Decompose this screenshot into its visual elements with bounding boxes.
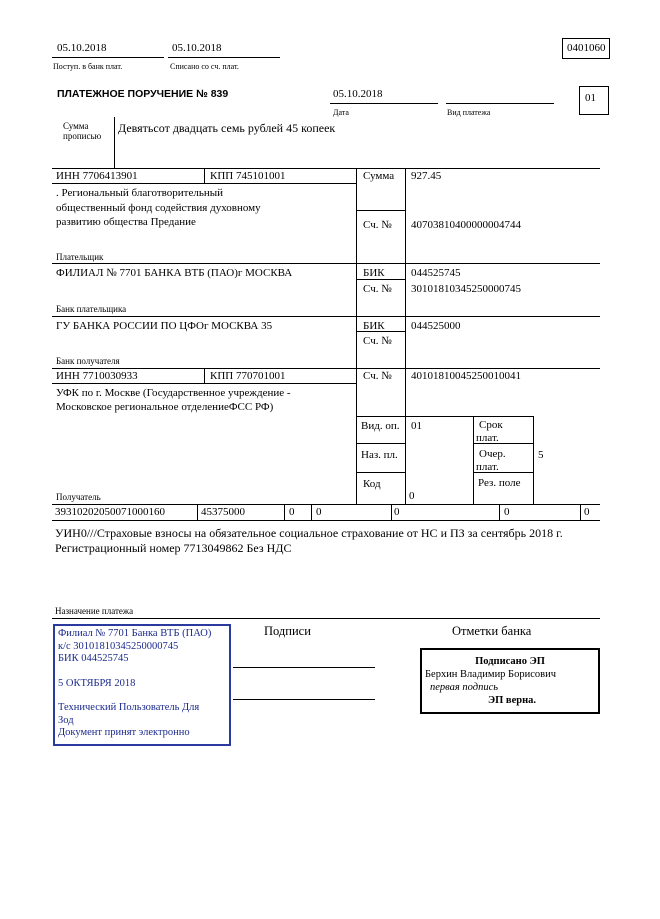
- reserve-label: Рез. поле: [478, 477, 521, 489]
- op-type-label: Вид. оп.: [361, 420, 400, 432]
- payer-sum-value: 927.45: [411, 170, 442, 182]
- signatures-label: Подписи: [264, 624, 311, 638]
- stamp-corr-account: к/с 30101810345250000745: [58, 640, 179, 652]
- debited-caption: Списано со сч. плат.: [170, 62, 239, 71]
- esign-box: [420, 648, 600, 714]
- purpose-line2: Регистрационный номер 7713049862 Без НДС: [55, 541, 292, 555]
- purpose-line1: УИН0///Страховые взносы на обязательное социальное страхование от НС и ПЗ за сентябрь 2018 г.: [55, 526, 563, 540]
- payer-account: 40703810400000004744: [411, 219, 521, 231]
- stamp-date: 5 ОКТЯБРЯ 2018: [58, 677, 136, 689]
- payer-kpp: КПП 745101001: [210, 170, 286, 182]
- payer-bank-label: Банк плательщика: [56, 304, 127, 314]
- payee-bank-name: ГУ БАНКА РОССИИ ПО ЦФОг МОСКВА 35: [56, 320, 273, 332]
- tax-field-type: 0: [584, 506, 590, 518]
- esign-role: первая подпись: [430, 682, 499, 693]
- tax-field-oktmo: 45375000: [201, 506, 245, 518]
- payer-name-line1: . Региональный благотворительный: [56, 187, 223, 199]
- payer-label: Плательщик: [56, 252, 104, 262]
- payer-bank-corr-label: Сч. №: [363, 283, 392, 295]
- payer-bank-bik: 044525745: [411, 267, 461, 279]
- payee-kpp: КПП 770701001: [210, 370, 286, 382]
- esign-verified: ЭП верна.: [488, 695, 537, 706]
- purpose-label: Наз. пл.: [361, 449, 398, 461]
- stamp-bik: БИК 044525745: [58, 653, 129, 664]
- code-label: Код: [363, 478, 381, 490]
- payee-label: Получатель: [56, 492, 101, 502]
- tax-field-kbk: 39310202050071000160: [55, 506, 165, 518]
- payee-bank-label: Банк получателя: [56, 356, 120, 366]
- payment-type-caption: Вид платежа: [447, 108, 491, 117]
- payee-account: 40101810045250010041: [411, 370, 521, 382]
- date-caption: Дата: [333, 108, 349, 117]
- term-label-1: Срок: [479, 419, 503, 431]
- payer-name-line2: общественный фонд содействия духовному: [56, 202, 261, 214]
- payee-bank-bik: 044525000: [411, 320, 461, 332]
- esign-name: Берхин Владимир Борисович: [425, 669, 556, 680]
- form-code: 0401060: [562, 38, 610, 59]
- payee-bank-bik-label: БИК: [363, 320, 385, 332]
- payer-bank-bik-label: БИК: [363, 267, 385, 279]
- payee-name-line1: УФК по г. Москве (Государственное учреждение -: [56, 387, 291, 399]
- stamp-user-line2: Зод: [58, 714, 74, 726]
- status-code: 01: [579, 86, 609, 115]
- payer-inn: ИНН 7706413901: [56, 170, 138, 182]
- priority-value: 5: [538, 449, 544, 461]
- op-type-value: 01: [411, 420, 422, 432]
- document-date: 05.10.2018: [333, 88, 383, 100]
- bank-stamp: [53, 624, 231, 746]
- payer-bank-name: ФИЛИАЛ № 7701 БАНКА ВТБ (ПАО)г МОСКВА: [56, 267, 293, 279]
- payee-inn: ИНН 7710030933: [56, 370, 138, 382]
- payee-bank-corr-label: Сч. №: [363, 335, 392, 347]
- tax-field-period: 0: [316, 506, 322, 518]
- tax-field-doc-number: 0: [394, 506, 400, 518]
- received-date: 05.10.2018: [57, 42, 107, 54]
- received-caption: Поступ. в банк плат.: [53, 62, 123, 71]
- stamp-bank-name: Филиал № 7701 Банка ВТБ (ПАО): [58, 628, 212, 639]
- tax-field-basis: 0: [289, 506, 295, 518]
- term-label-2: плат.: [476, 432, 499, 444]
- esign-title: Подписано ЭП: [475, 656, 545, 667]
- payee-name-line2: Московское региональное отделениеФСС РФ): [56, 401, 274, 413]
- tax-field-doc-date: 0: [504, 506, 510, 518]
- document-title: ПЛАТЕЖНОЕ ПОРУЧЕНИЕ № 839: [57, 88, 229, 100]
- bank-marks-label: Отметки банка: [452, 624, 532, 638]
- payer-name-line3: развитию общества Предание: [56, 216, 196, 228]
- priority-label-2: плат.: [476, 461, 499, 473]
- stamp-user-line1: Технический Пользователь Для: [58, 702, 200, 713]
- priority-label-1: Очер.: [479, 448, 506, 460]
- payer-sum-label: Сумма: [363, 170, 395, 182]
- amount-words-label: Сумма прописью: [63, 121, 102, 141]
- debited-date: 05.10.2018: [172, 42, 222, 54]
- payee-account-label: Сч. №: [363, 370, 392, 382]
- stamp-accepted: Документ принят электронно: [58, 727, 190, 738]
- payer-bank-corr: 30101810345250000745: [411, 283, 521, 295]
- payer-account-label: Сч. №: [363, 219, 392, 231]
- code-value: 0: [409, 490, 415, 502]
- purpose-label: Назначение платежа: [55, 606, 134, 616]
- amount-words-value: Девятьсот двадцать семь рублей 45 копеек: [118, 121, 336, 135]
